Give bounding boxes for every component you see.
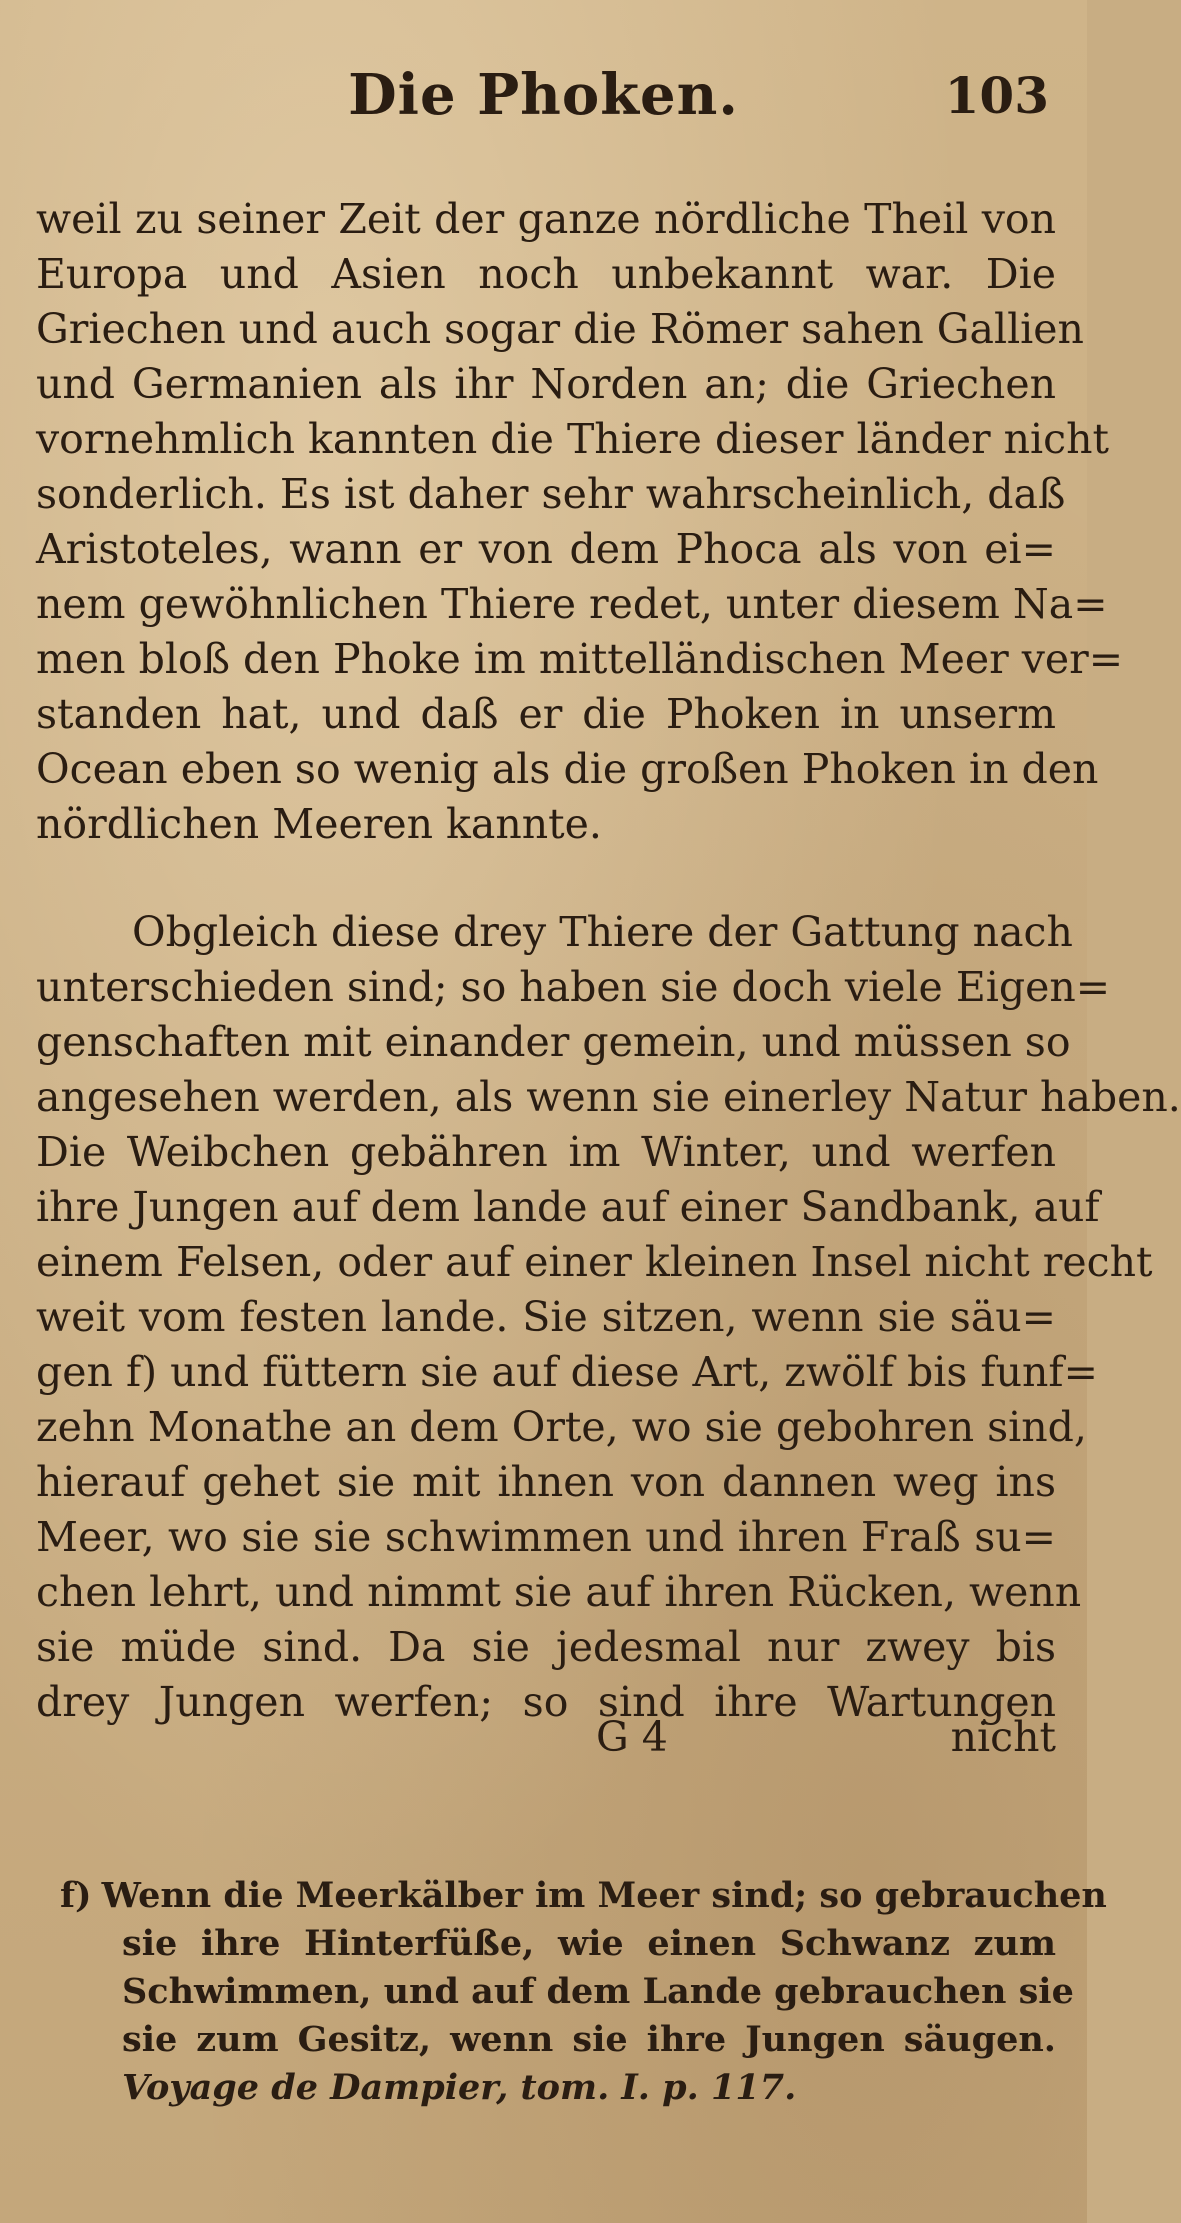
footnote-citation: Voyage de Dampier, tom. I. p. 117.: [122, 2067, 797, 2108]
text-line: Die Weibchen gebähren im Winter, und werfen: [36, 1128, 1056, 1176]
text-line: Aristoteles, wann er von dem Phoca als von ei=: [36, 525, 1056, 573]
text-line: hierauf gehet sie mit ihnen von dannen weg ins: [36, 1458, 1056, 1506]
footnote: [60, 1872, 1107, 2112]
text-line: ihre Jungen auf dem lande auf einer Sandbank, auf: [36, 1183, 1100, 1231]
text-line: Obgleich diese drey Thiere der Gattung nach: [132, 908, 1073, 956]
text-line: nördlichen Meeren kannte.: [36, 800, 602, 848]
text-line: men bloß den Phoke im mittelländischen Meer ver=: [36, 635, 1124, 683]
text-line: angesehen werden, als wenn sie einerley Natur haben.: [36, 1073, 1181, 1121]
text-line: chen lehrt, und nimmt sie auf ihren Rücken, wenn: [36, 1568, 1082, 1616]
text-line: standen hat, und daß er die Phoken in unserm: [36, 690, 1056, 738]
text-line: Meer, wo sie sie schwimmen und ihren Fraß su=: [36, 1513, 1056, 1561]
text-line: Griechen und auch sogar die Römer sahen Gallien: [36, 305, 1084, 353]
text-line: Ocean eben so wenig als die großen Phoken in den: [36, 745, 1099, 793]
text-line: sie müde sind. Da sie jedesmal nur zwey bis: [36, 1623, 1056, 1671]
text-line: weil zu seiner Zeit der ganze nördliche Theil von: [36, 195, 1056, 243]
text-line: vornehmlich kannten die Thiere dieser länder nicht: [36, 415, 1110, 463]
text-line: genschaften mit einander gemein, und müssen so: [36, 1018, 1071, 1066]
text-line: drey Jungen werfen; so sind ihre Wartungen: [36, 1678, 1056, 1726]
footnote-line: sie ihre Hinterfüße, wie einen Schwanz zum: [122, 1923, 1056, 1964]
text-line: gen f) und füttern sie auf diese Art, zwölf bis funf=: [36, 1348, 1098, 1396]
footnote-text: Wenn die Meerkälber im Meer sind; so gebrauchen: [101, 1875, 1107, 1916]
text-line: unterschieden sind; so haben sie doch viele Eigen=: [36, 963, 1111, 1011]
footnote-line: [60, 1872, 1107, 1920]
paragraph-1: [36, 192, 1124, 852]
catchline: [36, 1710, 1056, 1765]
footnote-marker: f): [60, 1875, 92, 1916]
text-line: Europa und Asien noch unbekannt war. Die: [36, 250, 1056, 298]
text-line: weit vom festen lande. Sie sitzen, wenn sie säu=: [36, 1293, 1056, 1341]
running-head: Die Phoken.: [348, 62, 739, 128]
signature-mark: G 4: [596, 1713, 668, 1761]
text-line: und Germanien als ihr Norden an; die Griechen: [36, 360, 1056, 408]
text-line: sonderlich. Es ist daher sehr wahrscheinlich, daß: [36, 470, 1066, 518]
text-line: einem Felsen, oder auf einer kleinen Insel nicht recht: [36, 1238, 1153, 1286]
paragraph-2: [36, 905, 1181, 1730]
catchword: nicht: [950, 1713, 1056, 1761]
page-number: 103: [944, 66, 1049, 125]
text-line: nem gewöhnlichen Thiere redet, unter diesem Na=: [36, 580, 1108, 628]
text-line: zehn Monathe an dem Orte, wo sie gebohren sind,: [36, 1403, 1087, 1451]
footnote-line: Schwimmen, und auf dem Lande gebrauchen sie: [122, 1971, 1074, 2012]
footnote-line: sie zum Gesitz, wenn sie ihre Jungen säugen.: [122, 2019, 1056, 2060]
